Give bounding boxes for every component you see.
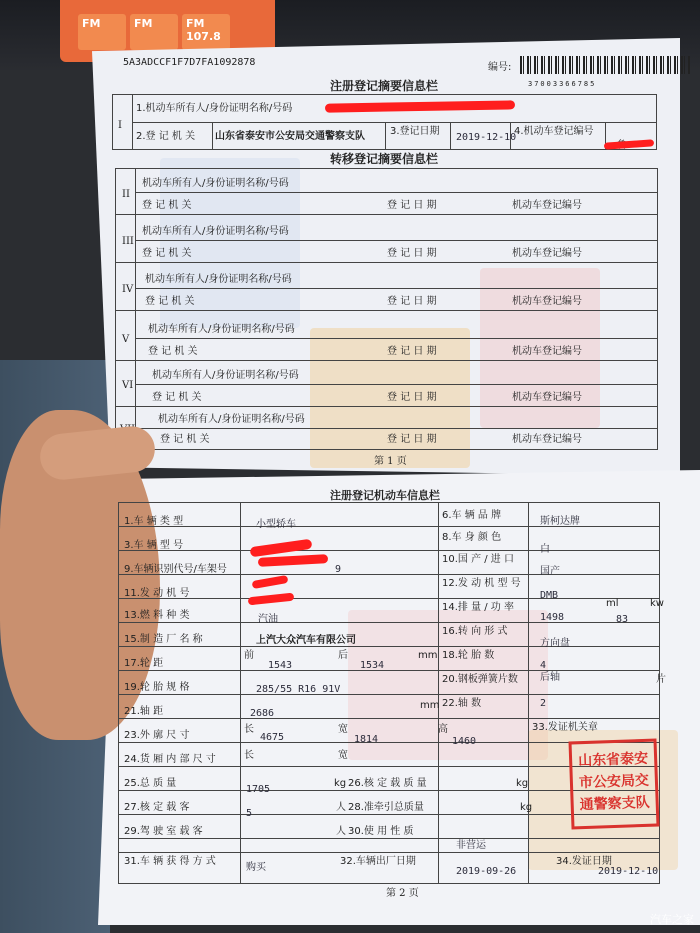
- value-displacement: 1498: [540, 612, 565, 623]
- owner-label: 机动车所有人/身份证明名称/号码: [152, 370, 299, 381]
- label-steering: 16.转 向 形 式: [442, 626, 508, 637]
- unit-ml: ml: [606, 598, 619, 609]
- roman-numeral: II: [122, 189, 130, 200]
- value-origin: 国产: [540, 566, 560, 577]
- value-vehicle-type: 小型轿车: [256, 519, 296, 530]
- prefix-rear: 后: [338, 650, 348, 661]
- issuer-seal: [568, 738, 659, 829]
- table-rule: [118, 646, 660, 647]
- label-engine-model: 12.发 动 机 型 号: [442, 578, 521, 589]
- label-brand: 6.车 辆 品 牌: [442, 510, 502, 521]
- label-issuer-seal: 33.发证机关章: [532, 722, 598, 733]
- radio-frequency: 107.8: [186, 30, 221, 43]
- authority-label: 登 记 机 关: [142, 200, 192, 211]
- roman-numeral: I: [118, 120, 122, 131]
- watermark: 汽车之家: [650, 913, 694, 926]
- label-use: 30.使 用 性 质: [348, 826, 414, 837]
- number-label: 机动车登记编号: [512, 434, 582, 445]
- table-rule: [118, 550, 660, 551]
- table-rule: [118, 694, 660, 695]
- transfer-title: 转移登记摘要信息栏: [330, 152, 439, 166]
- date-label: 登 记 日 期: [387, 248, 437, 259]
- label-total-mass: 25.总 质 量: [124, 778, 177, 789]
- owner-label: 1.机动车所有人/身份证明名称/号码: [136, 103, 293, 114]
- prefix-inner-length: 长: [244, 750, 254, 761]
- table-rule: [118, 598, 660, 599]
- label-dimensions: 23.外 廓 尺 寸: [124, 730, 190, 741]
- authority-label: 登 记 机 关: [160, 434, 210, 445]
- owner-label: 机动车所有人/身份证明名称/号码: [148, 324, 295, 335]
- prefix-length: 长: [244, 724, 254, 735]
- date-label: 3.登记日期: [390, 126, 440, 137]
- value-use: 非营运: [456, 840, 486, 851]
- unit-kw: kw: [650, 598, 664, 609]
- unit-kg: kg: [334, 778, 347, 789]
- label-acquire: 31.车 辆 获 得 方 式: [124, 856, 216, 867]
- date-label: 登 记 日 期: [387, 392, 437, 403]
- seal-line: 通警察支队: [579, 794, 650, 814]
- label-springs: 20.钢板弹簧片数: [442, 674, 518, 685]
- date-label: 登 记 日 期: [387, 200, 437, 211]
- label-engine-no: 11.发 动 机 号: [124, 588, 190, 599]
- value-length: 4675: [260, 732, 285, 743]
- table-rule: [118, 718, 660, 719]
- page-number: 第 1 页: [374, 456, 407, 467]
- value-power: 83: [616, 614, 629, 625]
- value-tire-spec: 285/55 R16 91V: [256, 684, 341, 695]
- label-cargo-dims: 24.货 厢 内 部 尺 寸: [124, 754, 216, 765]
- authority-label: 登 记 机 关: [148, 346, 198, 357]
- label-color: 8.车 身 颜 色: [442, 532, 502, 543]
- value-factory-date: 2019-09-26: [456, 866, 517, 877]
- label-tire-count: 18.轮 胎 数: [442, 650, 495, 661]
- radio-tile[interactable]: FM: [78, 14, 126, 50]
- value-brand: 斯柯达牌: [540, 516, 580, 527]
- radio-tile-label: FM: [186, 17, 205, 30]
- prefix-front: 前: [244, 650, 254, 661]
- value-color: 白: [540, 544, 550, 555]
- seal-line: 山东省泰安: [577, 750, 649, 770]
- date-label: 登 记 日 期: [387, 296, 437, 307]
- label-tire-spec: 19.轮 胎 规 格: [124, 682, 190, 693]
- label-factory-date: 32.车辆出厂日期: [340, 856, 416, 867]
- authority-label: 登 记 机 关: [145, 296, 195, 307]
- label-rated-load: 26.核 定 载 质 量: [348, 778, 427, 789]
- value-tire-count: 4: [540, 660, 547, 671]
- serial-number: 37003366785: [528, 80, 597, 88]
- label-passengers: 27.核 定 载 客: [124, 802, 190, 813]
- radio-tile[interactable]: FM: [130, 14, 178, 50]
- authority-label: 登 记 机 关: [152, 392, 202, 403]
- value-height: 1460: [452, 736, 477, 747]
- value-total-mass: 1705: [246, 784, 271, 795]
- label-displacement: 14.排 量 / 功 率: [442, 602, 514, 613]
- date-label: 登 记 日 期: [387, 434, 437, 445]
- roman-numeral: IV: [122, 284, 134, 295]
- vin-code: 5A3ADCCF1F7D7FA1092878: [123, 57, 256, 68]
- label-tow-mass: 28.准牵引总质量: [348, 802, 424, 813]
- table-rule: [118, 622, 660, 623]
- owner-label: 机动车所有人/身份证明名称/号码: [142, 226, 289, 237]
- value-vin-tail: 9: [335, 564, 342, 575]
- unit-piece: 片: [656, 674, 666, 685]
- label-vehicle-model: 3.车 辆 型 号: [124, 540, 184, 551]
- date-label: 登 记 日 期: [387, 346, 437, 357]
- prefix-width: 宽: [338, 724, 348, 735]
- table-rule: [118, 670, 660, 671]
- value-fuel: 汽油: [258, 614, 278, 625]
- label-vin: 9.车辆识别代号/车架号: [124, 564, 227, 575]
- roman-numeral: V: [122, 334, 130, 345]
- page-number: 第 2 页: [386, 888, 419, 899]
- owner-label: 机动车所有人/身份证明名称/号码: [158, 414, 305, 425]
- value-track-rear: 1534: [360, 660, 385, 671]
- unit-person: 人: [336, 826, 346, 837]
- value-passengers: 5: [246, 808, 253, 819]
- unit-mm: mm: [418, 650, 438, 661]
- number-label: 机动车登记编号: [512, 200, 582, 211]
- barcode: [520, 56, 690, 74]
- value-engine-model: DMB: [540, 590, 559, 601]
- value-width: 1814: [354, 734, 379, 745]
- unit-kg: kg: [520, 802, 533, 813]
- label-track: 17.轮 距: [124, 658, 164, 669]
- value-axles: 2: [540, 698, 547, 709]
- label-vehicle-type: 1.车 辆 类 型: [124, 516, 184, 527]
- owner-label: 机动车所有人/身份证明名称/号码: [145, 274, 292, 285]
- label-axles: 22.轴 数: [442, 698, 482, 709]
- label-origin: 10.国 产 / 进 口: [442, 554, 514, 565]
- value-axle-tire: 后轴: [540, 672, 560, 683]
- number-label: 机动车登记编号: [512, 248, 582, 259]
- prefix-inner-width: 宽: [338, 750, 348, 761]
- value-steering: 方向盘: [540, 638, 570, 649]
- date-value: 2019-12-10: [456, 132, 517, 143]
- radio-tile[interactable]: [182, 14, 230, 50]
- unit-kg: kg: [516, 778, 529, 789]
- label-issue-date: 34.发证日期: [556, 856, 612, 867]
- table-rule: [118, 852, 660, 853]
- unit-mm: mm: [420, 700, 440, 711]
- prefix-height: 高: [438, 724, 448, 735]
- number-label: 机动车登记编号: [512, 392, 582, 403]
- authority-value: 山东省泰安市公安局交通警察支队: [215, 131, 365, 142]
- authority-label: 登 记 机 关: [142, 248, 192, 259]
- roman-numeral: VI: [122, 380, 134, 391]
- label-cab-passengers: 29.驾 驶 室 载 客: [124, 826, 203, 837]
- reg-summary-title: 注册登记摘要信息栏: [330, 79, 439, 93]
- roman-numeral: III: [122, 236, 134, 247]
- label-manufacturer: 15.制 造 厂 名 称: [124, 634, 203, 645]
- value-acquire: 购买: [246, 862, 266, 873]
- label-fuel: 13.燃 料 种 类: [124, 610, 190, 621]
- serial-label: 编号:: [488, 62, 512, 73]
- authority-label: 2.登 记 机 关: [136, 131, 196, 142]
- value-manufacturer: 上汽大众汽车有限公司: [256, 635, 356, 646]
- number-label: 4.机动车登记编号: [514, 126, 594, 137]
- label-wheelbase: 21.轴 距: [124, 706, 164, 717]
- unit-person: 人: [336, 802, 346, 813]
- seal-line: 市公安局交: [578, 772, 650, 792]
- value-track-front: 1543: [268, 660, 293, 671]
- table-rule: [118, 838, 660, 839]
- number-label: 机动车登记编号: [512, 346, 582, 357]
- number-label: 机动车登记编号: [512, 296, 582, 307]
- vehicle-info-title: 注册登记机动车信息栏: [330, 489, 440, 502]
- value-issue-date: 2019-12-10: [598, 866, 659, 877]
- owner-label: 机动车所有人/身份证明名称/号码: [142, 178, 289, 189]
- value-wheelbase: 2686: [250, 708, 275, 719]
